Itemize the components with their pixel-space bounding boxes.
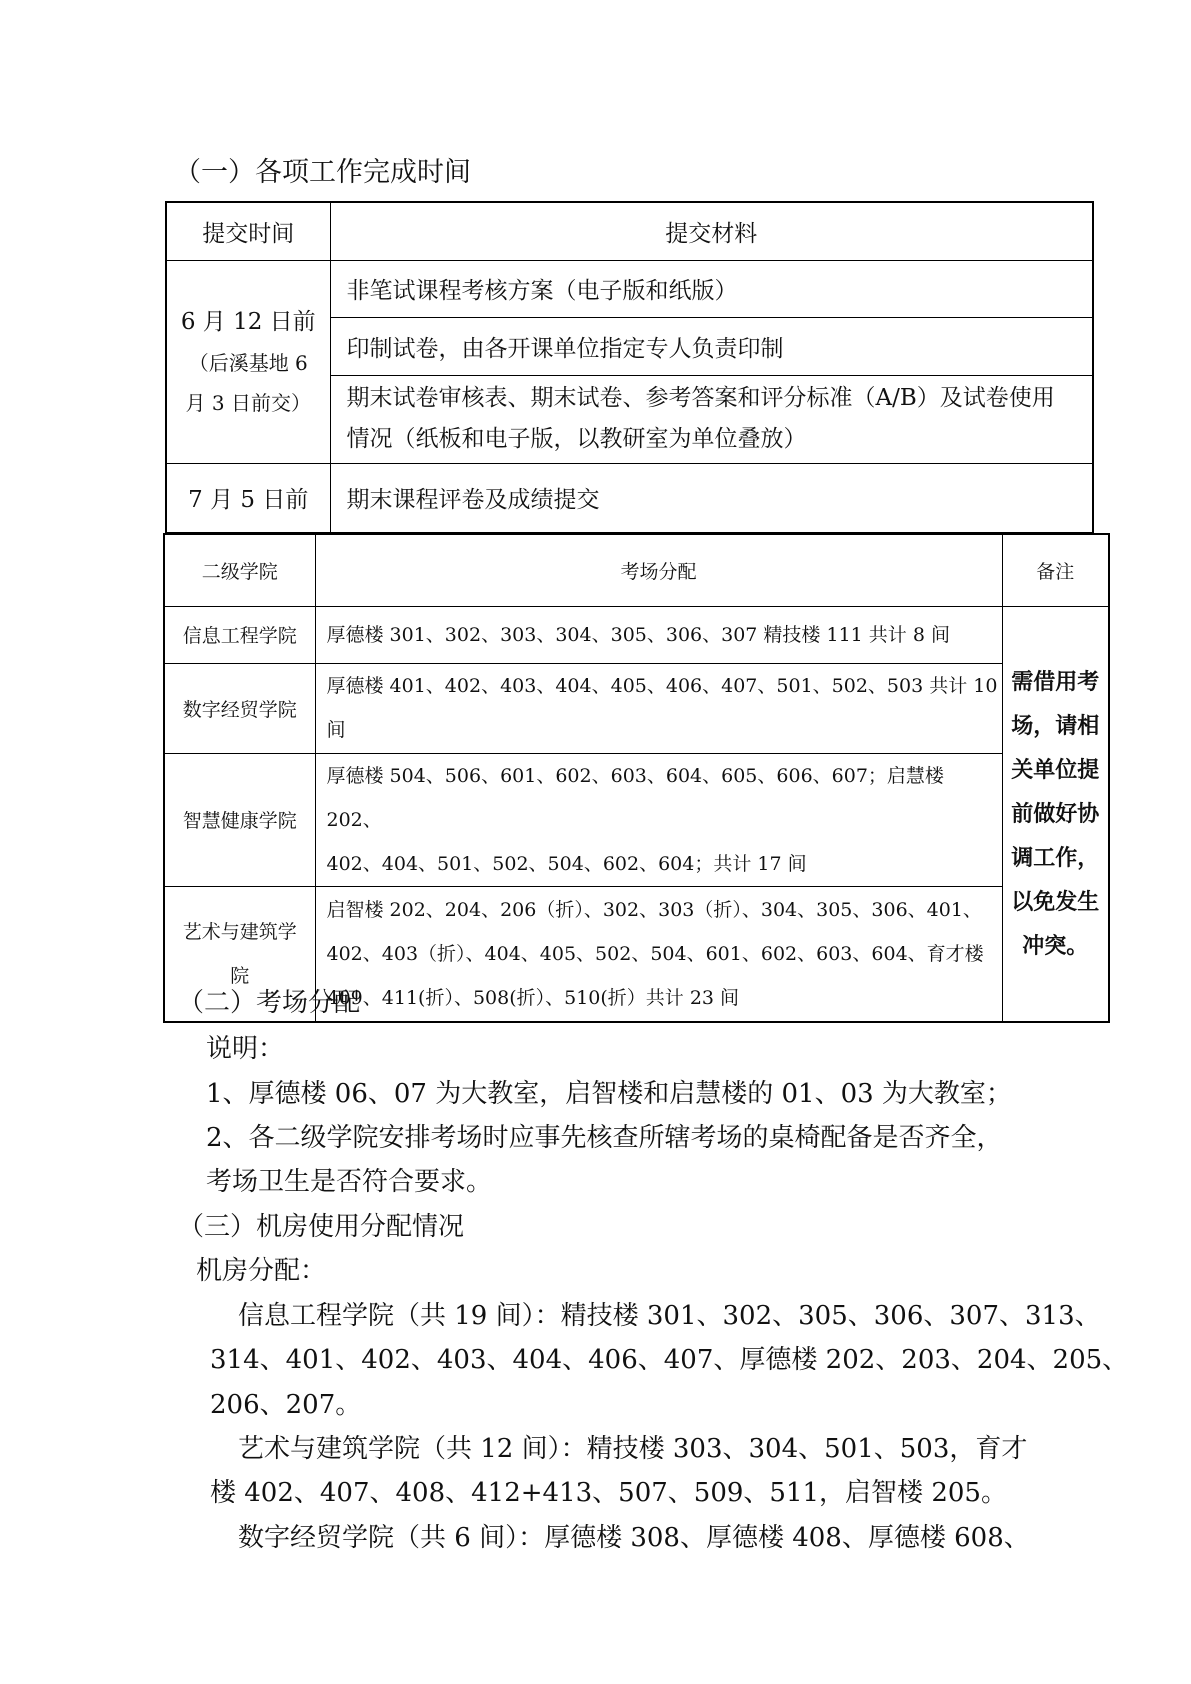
section3-p1-line1: 信息工程学院（共 19 间）：精技楼 301、302、305、306、307、313、 bbox=[238, 1301, 1101, 1331]
row1-time-line3: 月 3 日前交） bbox=[185, 390, 311, 415]
section2-item2-line1: 2、各二级学院安排考场时应事先核查所辖考场的桌椅配备是否齐全， bbox=[206, 1123, 1003, 1153]
rooms-line: 间 bbox=[326, 719, 346, 741]
section3-label: 机房分配： bbox=[196, 1256, 327, 1286]
remark-line: 调工作， bbox=[1011, 844, 1100, 871]
row1-item3-line1: 期末试卷审核表、期末试卷、参考答案和评分标准（A/B）及试卷使用 bbox=[346, 385, 1055, 411]
section2-item1: 1、厚德楼 06、07 为大教室，启智楼和启慧楼的 01、03 为大教室； bbox=[206, 1079, 1012, 1109]
header-submit-time: 提交时间 bbox=[166, 202, 330, 260]
row1-time-line1: 6 月 12 日前 bbox=[180, 308, 316, 335]
rooms-art-architecture bbox=[315, 886, 1002, 1022]
rooms-info-engineering: 厚德楼 301、302、303、304、305、306、307 精技楼 111 共计 8 间 bbox=[315, 606, 1002, 663]
college-info-engineering: 信息工程学院 bbox=[164, 606, 315, 663]
college-line: 艺术与建筑学 bbox=[182, 920, 297, 943]
section3-p1-line2: 314、401、402、403、404、406、407、厚德楼 202、203、204、205、 bbox=[210, 1345, 1129, 1375]
row1-item3-line2: 情况（纸板和电子版，以教研室为单位叠放） bbox=[346, 426, 807, 452]
section3-p1-line3: 206、207。 bbox=[210, 1390, 362, 1420]
section1-heading: （一）各项工作完成时间 bbox=[174, 157, 471, 188]
section3-heading: （三）机房使用分配情况 bbox=[178, 1212, 465, 1242]
row1-time-line2: （后溪基地 6 bbox=[188, 350, 308, 375]
remark-line: 以免发生 bbox=[1011, 888, 1100, 915]
remark-line: 场，请相 bbox=[1011, 712, 1100, 739]
row2-time: 7 月 5 日前 bbox=[166, 463, 330, 533]
exam-room-table bbox=[163, 533, 1110, 1023]
header-college: 二级学院 bbox=[164, 534, 315, 606]
remark-line: 需借用考 bbox=[1011, 668, 1100, 695]
remark-line: 前做好协 bbox=[1011, 800, 1100, 827]
rooms-line: 厚德楼 504、506、601、602、603、604、605、606、607；启慧楼 202、 bbox=[326, 764, 944, 831]
remark-cell bbox=[1002, 606, 1109, 1022]
header-room-allocation: 考场分配 bbox=[315, 534, 1002, 606]
row1-time-cell bbox=[166, 260, 330, 463]
section2-item2-line2: 考场卫生是否符合要求。 bbox=[206, 1167, 493, 1197]
section3-p2-line2: 楼 402、407、408、412+413、507、509、511，启智楼 205。 bbox=[210, 1478, 1007, 1508]
remark-line: 冲突。 bbox=[1022, 932, 1089, 959]
row1-item3 bbox=[330, 375, 1093, 463]
row1-item1: 非笔试课程考核方案（电子版和纸版） bbox=[330, 260, 1093, 317]
college-smart-health: 智慧健康学院 bbox=[164, 753, 315, 886]
header-submit-material: 提交材料 bbox=[330, 202, 1093, 260]
rooms-line: 402、404、501、502、504、602、604；共计 17 间 bbox=[326, 852, 807, 875]
row1-item2: 印制试卷，由各开课单位指定专人负责印制 bbox=[330, 317, 1093, 375]
rooms-line: 402、403（折）、404、405、502、504、601、602、603、604、育才楼 bbox=[326, 942, 984, 965]
remark-line: 关单位提 bbox=[1011, 756, 1100, 783]
section2-heading: （二）考场分配 bbox=[178, 988, 361, 1018]
college-digital-trade: 数字经贸学院 bbox=[164, 663, 315, 753]
deadline-table bbox=[165, 201, 1094, 534]
rooms-smart-health bbox=[315, 753, 1002, 886]
rooms-digital-trade bbox=[315, 663, 1002, 753]
rooms-line: 409、411(折）、508(折）、510(折）共计 23 间 bbox=[326, 986, 740, 1009]
section3-p3-line1: 数字经贸学院（共 6 间）：厚德楼 308、厚德楼 408、厚德楼 608、 bbox=[238, 1523, 1030, 1553]
rooms-line: 启智楼 202、204、206（折）、302、303（折）、304、305、306、401、 bbox=[326, 898, 982, 921]
college-line: 院 bbox=[230, 964, 250, 987]
row2-item: 期末课程评卷及成绩提交 bbox=[330, 463, 1093, 533]
rooms-line: 厚德楼 401、402、403、404、405、406、407、501、502、503 共计 10 bbox=[326, 675, 998, 697]
header-remark: 备注 bbox=[1002, 534, 1109, 606]
section3-p2-line1: 艺术与建筑学院（共 12 间）：精技楼 303、304、501、503，育才 bbox=[238, 1434, 1028, 1464]
section2-label: 说明： bbox=[206, 1034, 285, 1064]
